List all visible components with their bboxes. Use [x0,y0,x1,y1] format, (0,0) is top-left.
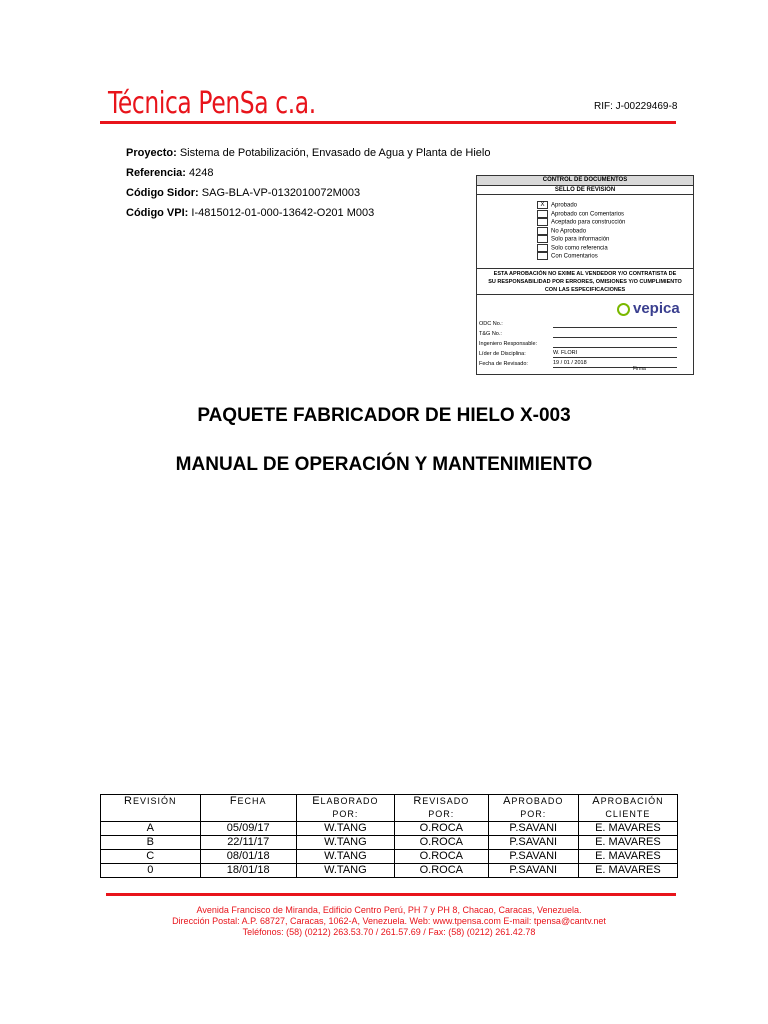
stamp-field-value [553,320,677,328]
stamp-option [537,244,608,252]
table-row [101,836,678,850]
checkbox-icon [537,252,548,260]
table-cell: W.TANG [296,850,394,864]
company-logo: Técnica PenSa c.a. [108,86,316,121]
project-label: Proyecto: [126,147,177,159]
table-cell: O.ROCA [394,864,488,878]
header-divider [100,121,676,124]
table-cell: E. MAVARES [578,822,677,836]
revision-header-row [101,795,678,822]
stamp-field-label: Fecha de Revisado: [479,361,528,367]
table-cell: O.ROCA [394,850,488,864]
table-cell: B [101,836,201,850]
stamp-field-label: Ingeniero Responsable: [479,341,538,347]
sidor-code-label: Código Sidor: [126,187,199,199]
table-cell: A [101,822,201,836]
table-cell: P.SAVANI [488,836,578,850]
table-row [101,822,678,836]
stamp-option-label: Con Comentarios [551,253,598,260]
table-row [101,850,678,864]
footer-address: Avenida Francisco de Miranda, Edificio Centro Perú, PH 7 y PH 8, Chacao, Caracas, Venezuela. [196,905,582,915]
table-cell: O.ROCA [394,836,488,850]
revision-column-header: REVISADO POR: [394,795,488,822]
table-cell: 22/11/17 [200,836,296,850]
stamp-subtitle: SELLO DE REVISIÓN [477,186,693,195]
stamp-option [537,227,586,235]
sidor-code-line [126,187,360,199]
document-control-stamp [476,175,694,375]
revision-table [100,794,678,878]
checkbox-icon [537,210,548,218]
table-cell: P.SAVANI [488,850,578,864]
stamp-field-value [553,330,677,338]
reference-value: 4248 [188,167,214,179]
notice-line-3: CON LAS ESPECIFICACIONES [544,287,626,293]
stamp-option-label: Aceptado para construcción [551,219,626,226]
stamp-option [537,235,609,243]
table-cell: W.TANG [296,864,394,878]
table-cell: P.SAVANI [488,864,578,878]
stamp-option [537,201,577,209]
table-cell: W.TANG [296,836,394,850]
revision-column-header: APROBADO POR: [488,795,578,822]
stamp-option [537,210,624,218]
rif-number: RIF: J-00229469-8 [594,101,678,112]
stamp-field-value: W. FLORI [553,350,677,358]
stamp-option-label: Solo para información [551,236,610,243]
table-cell: 05/09/17 [200,822,296,836]
footer-divider [106,893,676,896]
table-cell: E. MAVARES [578,864,677,878]
stamp-field-value: 19 / 01 / 2018 [553,360,677,368]
table-cell: 0 [101,864,201,878]
document-subtitle: MANUAL DE OPERACIÓN Y MANTENIMIENTO [175,454,593,475]
stamp-title: CONTROL DE DOCUMENTOS [477,176,693,186]
table-cell: 08/01/18 [200,850,296,864]
stamp-field-label: Líder de Disciplina: [479,351,526,357]
footer-postal: Dirección Postal: A.P. 68727, Caracas, 1062-A, Venezuela. Web: www.tpensa.com E-mail: tpensa@cantv.net [172,916,606,926]
stamp-option [537,218,625,226]
revision-column-header: ELABORADO POR: [296,795,394,822]
vpi-code-line [126,207,374,219]
project-line [126,147,490,159]
footer-phones: Teléfonos: (58) (0212) 263.53.70 / 261.57.69 / Fax: (58) (0212) 261.42.78 [242,927,536,937]
reference-label: Referencia: [126,167,186,179]
stamp-option-label: Aprobado [551,202,578,209]
table-cell: E. MAVARES [578,850,677,864]
vepica-logo [617,300,680,317]
stamp-notice [477,268,693,295]
table-cell: P.SAVANI [488,822,578,836]
stamp-field-label: ODC No.: [479,321,503,327]
sidor-code-value: SAG-BLA-VP-0132010072M003 [201,187,361,199]
reference-line [126,167,213,179]
revision-column-header: APROBACIÓN CLIENTE [578,795,677,822]
checkbox-icon [537,235,548,243]
table-row [101,864,678,878]
table-cell: 18/01/18 [200,864,296,878]
stamp-field-value [553,340,677,348]
revision-column-header: REVISIÓN [101,795,201,822]
signature-caption: Firma [633,366,646,372]
checkbox-icon [537,218,548,226]
table-cell: O.ROCA [394,822,488,836]
vpi-code-value: I-4815012-01-000-13642-O201 M003 [191,207,375,219]
checkbox-icon [537,227,548,235]
revision-column-header: FECHA [200,795,296,822]
checkbox-icon: X [537,201,548,209]
stamp-field-label: T&G No.: [479,331,502,337]
stamp-option-label: Aprobado con Comentarios [551,211,625,218]
document-title: PAQUETE FABRICADOR DE HIELO X-003 [197,405,571,426]
vepica-brand-text: vepica [633,300,680,317]
table-cell: W.TANG [296,822,394,836]
notice-line-2: SU RESPONSABILIDAD POR ERRORES, OMISIONES Y/O CUMPLIMIENTO [488,279,682,285]
table-cell: C [101,850,201,864]
stamp-option-label: No Aprobado [551,228,587,235]
vepica-ring-icon [617,303,630,316]
table-cell: E. MAVARES [578,836,677,850]
project-value: Sistema de Potabilización, Envasado de Agua y Planta de Hielo [179,147,491,159]
checkbox-icon [537,244,548,252]
stamp-option [537,252,598,260]
vpi-code-label: Código VPI: [126,207,189,219]
notice-line-1: ESTA APROBACIÓN NO EXIME AL VENDEDOR Y/O CONTRATISTA DE [493,271,677,277]
stamp-option-label: Solo como referencia [551,245,608,252]
